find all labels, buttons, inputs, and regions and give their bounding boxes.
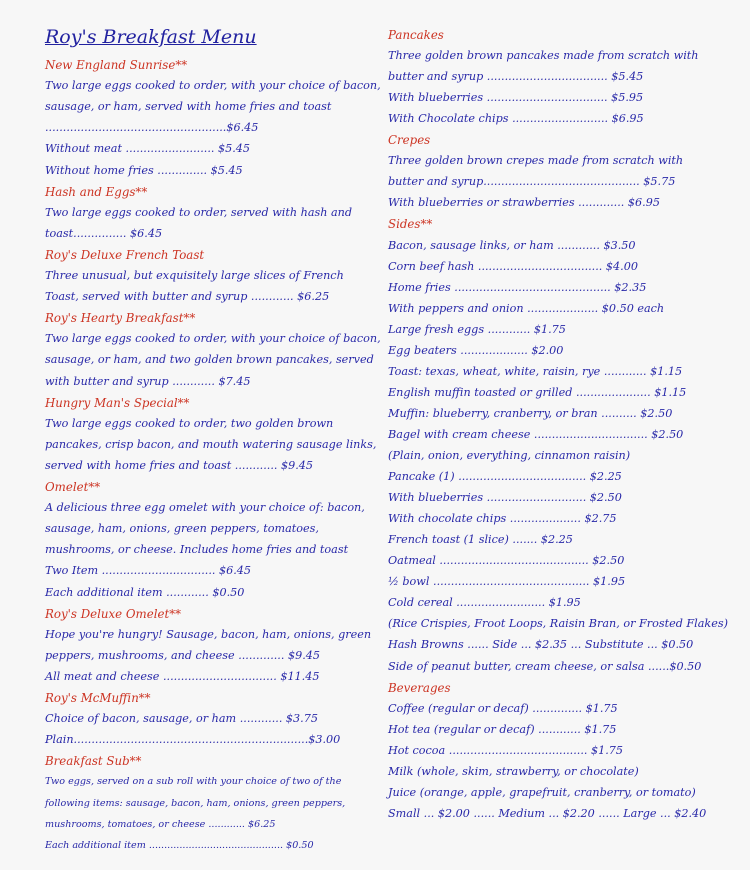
section-heading: Hungry Man's Special** (45, 395, 190, 410)
menu-line: Bacon, sausage links, or ham ............ $3.50 (388, 238, 636, 252)
menu-line: following items: sausage, bacon, ham, onions, green peppers, (45, 797, 346, 809)
menu-line: pancakes, crisp bacon, and mouth watering sausage links, (45, 437, 377, 451)
section-heading: Roy's Deluxe French Toast (45, 247, 205, 262)
menu-line: Bagel with cream cheese ................................ $2.50 (388, 427, 684, 441)
section-heading: Sides** (388, 217, 433, 232)
menu-line: French toast (1 slice) ....... $2.25 (388, 533, 573, 547)
menu-line: Home fries ............................................ $2.35 (388, 280, 647, 294)
menu-line: Cold cereal ......................... $1.95 (388, 596, 581, 610)
menu-line: mushrooms, tomatoes, or cheese ............ $6.25 (45, 818, 276, 830)
menu-line: Muffin: blueberry, cranberry, or bran .......... $2.50 (388, 406, 673, 420)
menu-line: Three golden brown crepes made from scratch with (388, 154, 684, 168)
menu-line: Choice of bacon, sausage, or ham ............ $3.75 (45, 712, 318, 726)
menu-line: sausage, or ham, and two golden brown pancakes, served (45, 353, 374, 367)
menu-line: Hope you're hungry! Sausage, bacon, ham, onions, green (45, 627, 372, 641)
menu-line: With blueberries ............................ $2.50 (388, 491, 622, 505)
menu-title: Roy's Breakfast Menu (45, 26, 257, 48)
menu-line: (Plain, onion, everything, cinnamon raisin) (388, 449, 631, 462)
section-heading: Omelet** (45, 480, 101, 494)
menu-line: ...................................................$6.45 (45, 121, 259, 135)
menu-line: With Chocolate chips ........................... $6.95 (388, 112, 644, 126)
menu-line: sausage, ham, onions, green peppers, tomatoes, (45, 522, 319, 536)
menu-line: Egg beaters ................... $2.00 (388, 343, 564, 357)
menu-line: with butter and syrup ............ $7.45 (45, 374, 251, 388)
menu-line: Plain..................................................................$3.00 (45, 733, 341, 747)
menu-line: ½ bowl ............................................ $1.95 (388, 575, 626, 589)
menu-line: served with home fries and toast ............ $9.45 (45, 458, 314, 472)
menu-line: Milk (whole, skim, strawberry, or chocolate) (388, 764, 639, 778)
menu-line: Two large eggs cooked to order, with your choice of bacon, (45, 332, 381, 346)
menu-line: All meat and cheese ................................ $11.45 (45, 669, 320, 683)
menu-line: peppers, mushrooms, and cheese ............. $9.45 (45, 648, 321, 662)
menu-line: Two large eggs cooked to order, two golden brown (45, 416, 334, 430)
menu-line: Toast, served with butter and syrup ............ $6.25 (45, 290, 330, 304)
menu-line: Toast: texas, wheat, white, raisin, rye ............ $1.15 (388, 364, 683, 378)
menu-line: sausage, or ham, served with home fries and toast (45, 100, 332, 114)
section-heading: Roy's McMuffin** (45, 691, 151, 705)
menu-line: With blueberries or strawberries ............. $6.95 (388, 196, 660, 210)
menu-line: mushrooms, or cheese. Includes home fries and toast (45, 543, 349, 557)
menu-line: Two large eggs cooked to order, served with hash and (45, 205, 353, 219)
section-heading: Hash and Eggs** (45, 184, 148, 199)
menu-line: Two eggs, served on a sub roll with your choice of two of the (45, 776, 342, 788)
section-heading: Pancakes (388, 28, 444, 42)
menu-line: English muffin toasted or grilled ..................... $1.15 (388, 385, 687, 399)
menu-line: With chocolate chips .................... $2.75 (388, 512, 617, 526)
menu-line: Hot cocoa ....................................... $1.75 (388, 743, 624, 757)
section-heading: Breakfast Sub** (45, 754, 142, 769)
menu-line: Pancake (1) .................................... $2.25 (388, 470, 622, 484)
section-heading: Roy's Hearty Breakfast** (45, 311, 196, 326)
menu-line: A delicious three egg omelet with your choice of: bacon, (45, 501, 365, 515)
section-heading: New England Sunrise** (45, 58, 188, 72)
menu-line: Small ... $2.00 ...... Medium ... $2.20 ...... Large ... $2.40 (388, 806, 707, 820)
menu-line: toast............... $6.45 (45, 226, 163, 240)
menu-line: (Rice Crispies, Froot Loops, Raisin Bran, or Frosted Flakes) (388, 617, 728, 631)
menu-line: Without home fries .............. $5.45 (45, 163, 243, 177)
section-heading: Beverages (388, 680, 451, 695)
menu-line: Two Item ................................ $6.45 (45, 564, 252, 578)
menu-line: Three golden brown pancakes made from scratch with (388, 49, 699, 63)
menu-line: Oatmeal .......................................... $2.50 (388, 554, 625, 568)
menu-line: With peppers and onion .................... $0.50 each (388, 301, 665, 315)
menu-line: Without meat ......................... $5.45 (45, 142, 251, 156)
menu-line: Hash Browns ...... Side ... $2.35 ... Substitute ... $0.50 (388, 638, 694, 652)
menu-line: Each additional item ............................................ $0.50 (45, 839, 314, 851)
menu-line: Hot tea (regular or decaf) ............ $1.75 (388, 722, 617, 736)
menu-line: Each additional item ............ $0.50 (45, 585, 245, 599)
menu-line: Three unusual, but exquisitely large slices of French (45, 269, 344, 282)
menu-line: Coffee (regular or decaf) .............. $1.75 (388, 701, 618, 715)
menu-line: butter and syrup .................................. $5.45 (388, 70, 644, 84)
section-heading: Roy's Deluxe Omelet** (45, 606, 182, 621)
section-heading: Crepes (388, 133, 431, 148)
menu-line: Large fresh eggs ............ $1.75 (388, 322, 566, 336)
menu-line: Side of peanut butter, cream cheese, or salsa ......$0.50 (388, 659, 702, 673)
menu-line: Two large eggs cooked to order, with your choice of bacon, (45, 79, 381, 93)
menu-line: butter and syrup............................................ $5.75 (388, 175, 676, 189)
menu-line: Corn beef hash ................................... $4.00 (388, 259, 638, 273)
menu-line: Juice (orange, apple, grapefruit, cranberry, or tomato) (388, 785, 696, 799)
menu-line: With blueberries .................................. $5.95 (388, 91, 644, 105)
